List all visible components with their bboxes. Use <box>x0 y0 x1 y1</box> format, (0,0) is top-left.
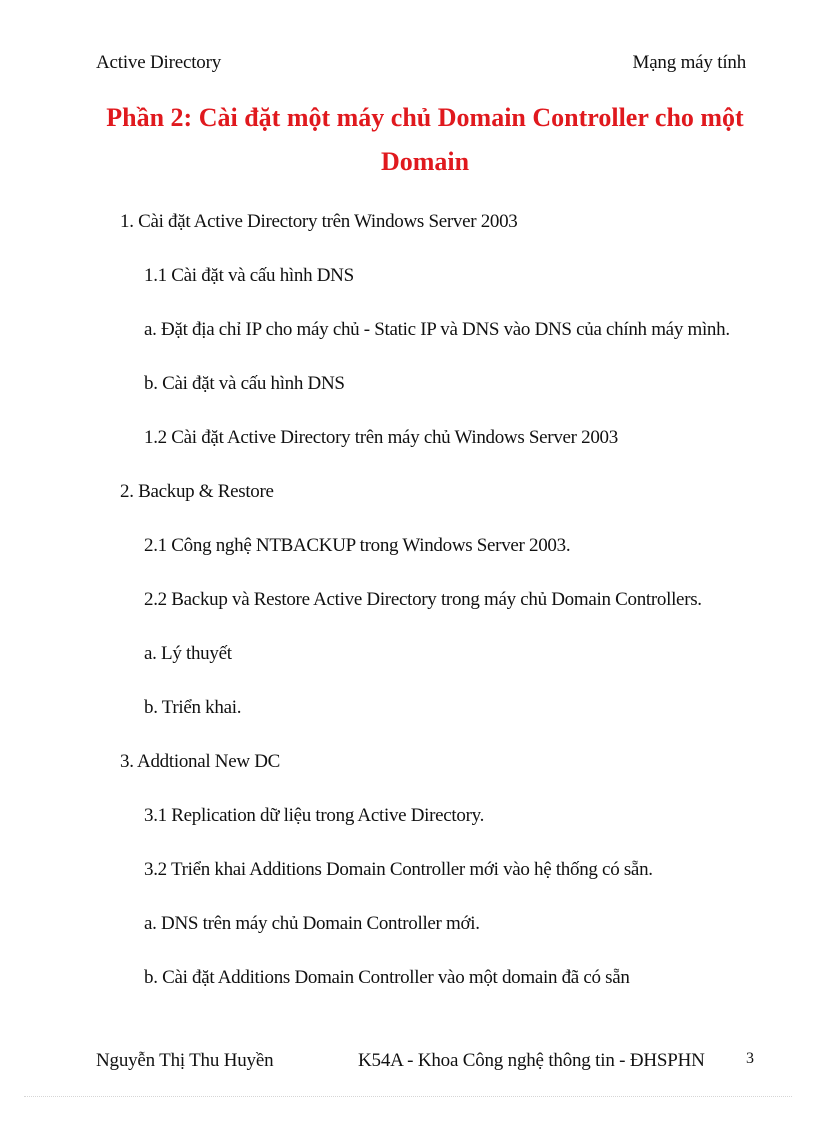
toc-item: 2.1 Công nghệ NTBACKUP trong Windows Server 2003. <box>144 535 571 556</box>
toc-item: 1.1 Cài đặt và cấu hình DNS <box>144 265 354 286</box>
page-bottom-divider <box>24 1096 792 1097</box>
toc-item: 3. Addtional New DC <box>120 751 281 772</box>
page-number: 3 <box>746 1050 754 1067</box>
section-title-line-2: Domain <box>380 147 470 176</box>
toc-item: b. Triển khai. <box>144 697 242 718</box>
footer-author: Nguyễn Thị Thu Huyền <box>96 1050 274 1071</box>
toc-item: a. DNS trên máy chủ Domain Controller mới. <box>144 913 480 934</box>
toc-item: 2.2 Backup và Restore Active Directory trong máy chủ Domain Controllers. <box>144 589 702 610</box>
toc-item: 1.2 Cài đặt Active Directory trên máy chủ Windows Server 2003 <box>144 427 618 448</box>
toc-item: a. Lý thuyết <box>144 643 232 664</box>
section-title <box>60 96 790 184</box>
toc-item: 2. Backup & Restore <box>120 481 274 502</box>
toc-item: a. Đặt địa chỉ IP cho máy chủ - Static IP và DNS vào DNS của chính máy mình. <box>144 319 730 340</box>
footer-affiliation: K54A - Khoa Công nghệ thông tin - ĐHSPHN <box>358 1050 705 1071</box>
toc-item: 3.2 Triển khai Additions Domain Controller mới vào hệ thống có sẵn. <box>144 859 653 880</box>
toc-item: 3.1 Replication dữ liệu trong Active Directory. <box>144 805 485 826</box>
toc-item: 1. Cài đặt Active Directory trên Windows Server 2003 <box>120 211 518 232</box>
section-title-line-1: Phần 2: Cài đặt một máy chủ Domain Controller cho một <box>106 103 744 132</box>
toc-item: b. Cài đặt và cấu hình DNS <box>144 373 345 394</box>
toc-item: b. Cài đặt Additions Domain Controller vào một domain đã có sẵn <box>144 967 630 988</box>
header-left-text: Active Directory <box>96 52 221 73</box>
header-right-text: Mạng máy tính <box>632 52 746 73</box>
